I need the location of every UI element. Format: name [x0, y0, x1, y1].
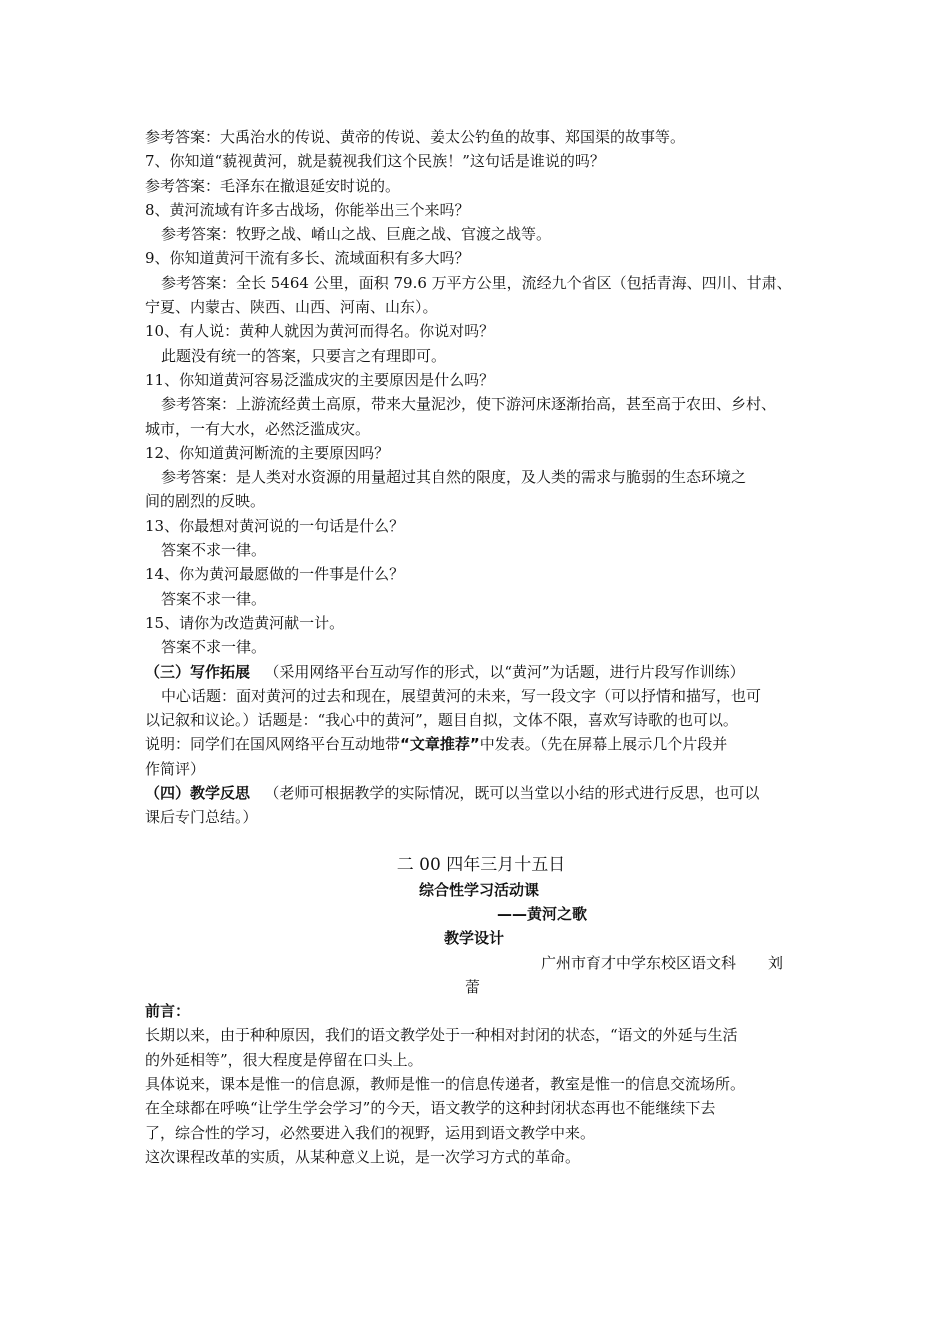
answer-12-line-2: 间的剧烈的反映。: [145, 492, 266, 511]
preface-paragraph-2-line-3: 了，综合性的学习，必然要进入我们的视野，运用到语文教学中来。: [145, 1123, 596, 1142]
preface-paragraph-3: 这次课程改革的实质，从某种意义上说，是一次学习方式的革命。: [145, 1147, 581, 1166]
reflection-note-line-1: （老师可根据教学的实际情况，既可以当堂以小结的形式进行反思，也可以: [264, 784, 760, 803]
author-surname: 刘: [768, 953, 784, 972]
preface-paragraph-1-line-2: 的外延相等”，很大程度是停留在口头上。: [145, 1050, 423, 1069]
writing-explanation-suffix: 中发表。（先在屏幕上展示几个片段并: [479, 735, 728, 754]
writing-section-note: （采用网络平台互动写作的形式，以“黄河”为话题，进行片段写作训练）: [264, 662, 745, 681]
answer-15: 答案不求一律。: [161, 638, 267, 657]
writing-explanation-line-2: 作简评）: [145, 759, 206, 778]
writing-topic-line-1: 中心话题：面对黄河的过去和现在，展望黄河的未来，写一段文字（可以抒情和描写，也可: [161, 686, 762, 705]
answer-6: 参考答案：大禹治水的传说、黄帝的传说、姜太公钓鱼的故事、郑国渠的故事等。: [145, 128, 686, 146]
lesson-subtitle: ——黄河之歌: [497, 904, 588, 923]
question-11: 11、你知道黄河容易泛滥成灾的主要原因是什么吗？: [145, 370, 495, 389]
question-8: 8、黄河流域有许多古战场，你能举出三个来吗？: [145, 200, 470, 219]
preface-paragraph-2-line-1: 具体说来，课本是惟一的信息源，教师是惟一的信息传递者，教室是惟一的信息交流场所。: [145, 1074, 746, 1093]
writing-section-heading-line: [145, 660, 813, 684]
question-10: 10、有人说：黄种人就因为黄河而得名。你说对吗？: [145, 322, 495, 341]
answer-11-line-2: 城市，一有大水，必然泛滥成灾。: [145, 419, 371, 438]
answer-14: 答案不求一律。: [161, 589, 267, 608]
answer-13: 答案不求一律。: [161, 541, 267, 560]
author-school: 广州市育才中学东校区语文科: [541, 953, 737, 972]
writing-section-heading: （三）写作拓展: [145, 662, 251, 681]
question-7: 7、你知道“藐视黄河，就是藐视我们这个民族！”这句话是谁说的吗？: [145, 152, 605, 171]
answer-7: 参考答案：毛泽东在撤退延安时说的。: [145, 176, 401, 195]
section-gap: [145, 830, 813, 852]
preface-paragraph-2-line-2: 在全球都在呼唤“让学生学会学习”的今天，语文教学的这种封闭状态再也不能继续下去: [145, 1099, 716, 1118]
question-12: 12、你知道黄河断流的主要原因吗？: [145, 443, 390, 462]
reflection-section-heading-line: [145, 781, 813, 805]
question-9: 9、你知道黄河干流有多长、流域面积有多大吗？: [145, 249, 470, 268]
preface-heading: 前言：: [145, 1002, 191, 1021]
writing-topic-line-2: 以记叙和议论。）话题是：“我心中的黄河”，题目自拟，文体不限，喜欢写诗歌的也可以。: [145, 711, 738, 730]
preface-paragraph-1-line-1: 长期以来，由于种种原因，我们的语文教学处于一种相对封闭的状态，“语文的外延与生活: [145, 1026, 738, 1045]
answer-12-line-1: 参考答案：是人类对水资源的用量超过其自然的限度，及人类的需求与脆弱的生态环境之: [161, 468, 747, 487]
author-given-name: 蕾: [465, 977, 481, 996]
answer-9-line-1: 参考答案：全长 5464 公里，面积 79.6 万平方公里，流经九个省区（包括青海、四川、甘肃、: [161, 273, 792, 292]
document-date: 二 00 四年三月十五日: [396, 854, 566, 875]
answer-10: 此题没有统一的答案，只要言之有理即可。: [161, 346, 447, 365]
answer-9-line-2: 宁夏、内蒙古、陕西、山西、河南、山东）。: [145, 298, 438, 317]
author-line: [145, 951, 813, 975]
question-14: 14、你为黄河最愿做的一件事是什么？: [145, 565, 405, 584]
writing-explanation-line-1: [145, 732, 813, 756]
lesson-title: 综合性学习活动课: [418, 880, 539, 899]
lesson-design-label: 教学设计: [444, 929, 505, 948]
document-body: [145, 125, 813, 1169]
reflection-section-heading: （四）教学反思: [145, 784, 251, 803]
question-13: 13、你最想对黄河说的一句话是什么？: [145, 516, 405, 535]
writing-explanation-prefix: 说明：同学们在国风网络平台互动地带: [145, 735, 401, 754]
reflection-note-line-2: 课后专门总结。）: [145, 808, 258, 827]
answer-8: 参考答案：牧野之战、崤山之战、巨鹿之战、官渡之战等。: [161, 225, 552, 244]
article-recommend-label: “文章推荐”: [400, 735, 480, 754]
answer-11-line-1: 参考答案：上游流经黄土高原，带来大量泥沙，使下游河床逐渐抬高，甚至高于农田、乡村、: [161, 395, 777, 414]
question-15: 15、请你为改造黄河献一计。: [145, 613, 345, 632]
